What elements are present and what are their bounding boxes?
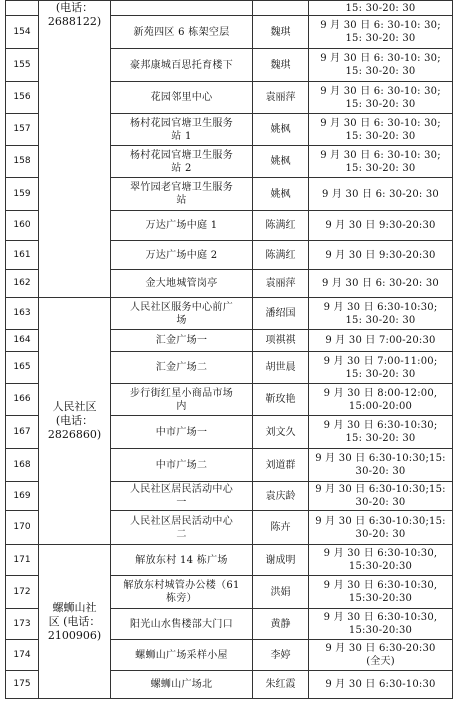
time-cell: 9 月 30 日 6: 30-10: 30; 15: 30-20: 30	[309, 82, 453, 114]
site-cell: 解放东村 14 栋广场	[111, 545, 253, 576]
site-cell: 翠竹园老官塘卫生服务 站	[111, 178, 253, 211]
time-cell: 9 月 30 日 6: 30-10: 30; 15: 30-20: 30	[309, 146, 453, 178]
time-cell: 9 月 30 日 6:30-10:30; 15: 30-20: 30	[309, 416, 453, 449]
row-number: 170	[6, 511, 39, 545]
row-number: 155	[6, 49, 39, 82]
row-number	[6, 1, 39, 16]
person-cell	[253, 1, 309, 16]
person-cell: 陈满红	[253, 241, 309, 270]
site-cell: 人民社区居民活动中心 二	[111, 511, 253, 545]
site-cell: 万达广场中庭 1	[111, 211, 253, 241]
row-number: 174	[6, 640, 39, 671]
site-cell: 阳光山水售楼部大门口	[111, 609, 253, 640]
community-cell: 人民社区 (电话： 2826860)	[39, 298, 111, 545]
testing-site-table	[5, 0, 453, 699]
time-cell: 9 月 30 日 6:30-10:30	[309, 671, 453, 699]
row-number: 168	[6, 449, 39, 482]
row-number: 173	[6, 609, 39, 640]
time-cell: 9 月 30 日 6: 30-10: 30; 15: 30-20: 30	[309, 49, 453, 82]
site-cell: 中市广场一	[111, 416, 253, 449]
person-cell: 魏琪	[253, 16, 309, 49]
person-cell: 刘文久	[253, 416, 309, 449]
person-cell: 朱红霞	[253, 671, 309, 699]
site-cell: 螺蛳山广场采样小屋	[111, 640, 253, 671]
site-cell: 汇金广场一	[111, 330, 253, 352]
site-cell: 人民社区居民活动中心 一	[111, 482, 253, 511]
time-cell: 9 月 30 日 6: 30-10: 30; 15: 30-20: 30	[309, 16, 453, 49]
time-cell: 9 月 30 日 7:00-20:30	[309, 330, 453, 352]
person-cell: 谢成明	[253, 545, 309, 576]
site-cell: 人民社区服务中心前广 场	[111, 298, 253, 330]
row-number: 160	[6, 211, 39, 241]
person-cell: 魏琪	[253, 49, 309, 82]
row-number: 156	[6, 82, 39, 114]
person-cell: 陈满红	[253, 211, 309, 241]
time-cell: 9 月 30 日 6: 30-20: 30	[309, 178, 453, 211]
row-number: 172	[6, 576, 39, 609]
time-cell: 15: 30-20: 30	[309, 1, 453, 16]
site-cell: 步行街红星小商品市场 内	[111, 384, 253, 416]
person-cell: 姚枫	[253, 146, 309, 178]
time-cell: 9 月 30 日 7:00-11:00; 15: 30-20: 30	[309, 352, 453, 384]
person-cell: 姚枫	[253, 178, 309, 211]
row-number: 157	[6, 114, 39, 146]
row-number: 154	[6, 16, 39, 49]
time-cell: 9 月 30 日 6:30-20:30 (全天)	[309, 640, 453, 671]
site-cell: 万达广场中庭 2	[111, 241, 253, 270]
site-cell	[111, 1, 253, 16]
time-cell: 9 月 30 日 9:30-20:30	[309, 241, 453, 270]
time-cell: 9 月 30 日 6:30-10:30;15: 30-20: 30	[309, 482, 453, 511]
site-cell: 螺蛳山广场北	[111, 671, 253, 699]
time-cell: 9 月 30 日 6: 30-10: 30; 15: 30-20: 30	[309, 114, 453, 146]
table-row	[6, 1, 453, 16]
site-cell: 豪邦康城百思托育楼下	[111, 49, 253, 82]
time-cell: 9 月 30 日 6:30-10:30;15: 30-20: 30	[309, 449, 453, 482]
table-row	[6, 545, 453, 576]
person-cell: 靳玫艳	[253, 384, 309, 416]
row-number: 159	[6, 178, 39, 211]
site-cell: 杨村花园官塘卫生服务 站 2	[111, 146, 253, 178]
site-cell: 杨村花园官塘卫生服务 站 1	[111, 114, 253, 146]
person-cell: 陈卉	[253, 511, 309, 545]
person-cell: 袁丽萍	[253, 270, 309, 298]
row-number: 164	[6, 330, 39, 352]
person-cell: 李婷	[253, 640, 309, 671]
person-cell: 胡世晨	[253, 352, 309, 384]
time-cell: 9 月 30 日 6:30-10:30, 15:30-20:30	[309, 576, 453, 609]
row-number: 166	[6, 384, 39, 416]
table-row	[6, 298, 453, 330]
time-cell: 9 月 30 日 6:30-10:30, 15:30-20:30	[309, 545, 453, 576]
site-cell: 解放东村城管办公楼（61 栋旁）	[111, 576, 253, 609]
person-cell: 刘道群	[253, 449, 309, 482]
time-cell: 9 月 30 日 6:30-10:30; 15: 30-20: 30	[309, 298, 453, 330]
person-cell: 袁丽萍	[253, 82, 309, 114]
person-cell: 姚枫	[253, 114, 309, 146]
time-cell: 9 月 30 日 8:00-12:00, 15:00-20:00	[309, 384, 453, 416]
time-cell: 9 月 30 日 9:30-20:30	[309, 211, 453, 241]
row-number: 171	[6, 545, 39, 576]
site-cell: 中市广场二	[111, 449, 253, 482]
site-cell: 花园邻里中心	[111, 82, 253, 114]
person-cell: 洪娟	[253, 576, 309, 609]
row-number: 161	[6, 241, 39, 270]
row-number: 175	[6, 671, 39, 699]
person-cell: 潘绍国	[253, 298, 309, 330]
time-cell: 9 月 30 日 6: 30-20: 30	[309, 270, 453, 298]
community-cell: 螺蛳山社 区 (电话： 2100906)	[39, 545, 111, 699]
community-cell: (电话： 2688122)	[39, 1, 111, 298]
time-cell: 9 月 30 日 6:30-10:30;15: 30-20: 30	[309, 511, 453, 545]
person-cell: 黄静	[253, 609, 309, 640]
row-number: 165	[6, 352, 39, 384]
row-number: 167	[6, 416, 39, 449]
site-cell: 金大地城管岗亭	[111, 270, 253, 298]
row-number: 163	[6, 298, 39, 330]
site-cell: 汇金广场二	[111, 352, 253, 384]
person-cell: 项祺祺	[253, 330, 309, 352]
site-cell: 新苑四区 6 栋架空层	[111, 16, 253, 49]
row-number: 158	[6, 146, 39, 178]
row-number: 162	[6, 270, 39, 298]
person-cell: 袁庆龄	[253, 482, 309, 511]
time-cell: 9 月 30 日 6:30-10:30, 15:30-20:30	[309, 609, 453, 640]
row-number: 169	[6, 482, 39, 511]
